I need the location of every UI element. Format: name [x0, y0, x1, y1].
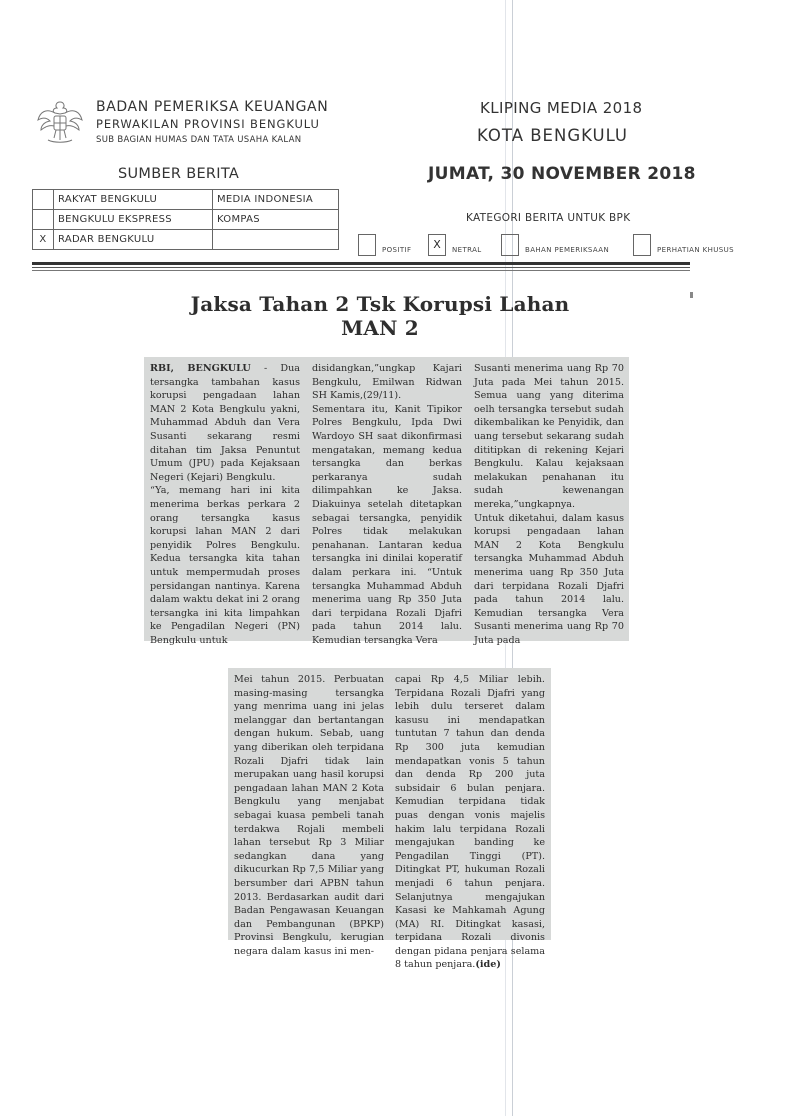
- org-name: BADAN PEMERIKSA KEUANGAN: [96, 99, 329, 115]
- article-column: [234, 673, 384, 958]
- date-title: JUMAT, 30 NOVEMBER 2018: [428, 164, 696, 184]
- header-divider: [32, 267, 690, 268]
- article-text: Mei tahun 2015. Perbuatan masing-masing tersangka yang menrima uang ini jelas melanggar dan bertantangan dengan hukum. Sebab, uang yang diberikan oleh terpidana Rozali Djafri tidak lain merupakan uang hasil korupsi pengadaan lahan MAN 2 Kota Bengkulu yang menjabat sebagai kuasa pembeli tanah terdakwa Rojali membeli lahan tersebut Rp 3 Miliar sedangkan dana yang dikucurkan Rp 7,5 Miliar yang bersumber dari APBN tahun 2013. Berdasarkan audit dari Badan Pengawasan Keuangan dan Pembangunan (BPKP) Provinsi Bengkulu, kerugian negara dalam kasus ini men-: [234, 674, 384, 957]
- source-table: [32, 189, 339, 250]
- source-name: KOMPAS: [213, 210, 339, 230]
- article-text: Susanti menerima uang Rp 70 Juta pada Mei tahun 2015. Semua uang yang diterima oelh tersangka tersebut sudah dikembalikan ke Penyidik, dan uang tersebut sekarang sudah dititipkan di rekening Kejari Bengkulu. Kalau kejaksaan melakukan penahanan itu sudah kewenangan mereka,”ungkapnya. Untuk diketahui, dalam kasus korupsi pengadaan lahan MAN 2 Kota Bengkulu tersangka Muhammad Abduh menerima uang Rp 350 Juta dari terpidana Rozali Djafri pada tahun 2014 lalu. Kemudian tersangka Vera Susanti menerima uang Rp 70 Juta pada: [474, 363, 624, 646]
- article-text: capai Rp 4,5 Miliar lebih. Terpidana Rozali Djafri yang lebih dulu terseret dalam kasusu ini mendapatkan tuntutan 7 tahun dan denda Rp 300 juta kemudian mendapatkan vonis 5 tahun dan denda Rp 200 juta subsidair 6 bulan penjara. Kemudian terpidana tidak puas dengan vonis majelis hakim lalu terpidana Rozali mengajukan banding ke Pengadilan Tinggi (PT). Ditingkat PT, hukuman Rozali menjadi 6 tahun penjara. Selanjutnya mengajukan Kasasi ke Mahkamah Agung (MA) RI. Ditingkat kasasi, terpidana Rozali divonis dengan pidana penjara selama 8 tahun penjara.: [395, 674, 545, 971]
- article-column: [312, 362, 462, 647]
- category-label: BAHAN PEMERIKSAAN: [525, 246, 610, 254]
- garuda-emblem-icon: [34, 94, 86, 146]
- source-name: MEDIA INDONESIA: [213, 190, 339, 210]
- category-checkbox: [633, 234, 651, 256]
- article-column: [395, 673, 545, 972]
- city-title: KOTA BENGKULU: [477, 126, 629, 145]
- article-clip-1: [144, 357, 629, 646]
- article-signoff: (ide): [475, 959, 501, 971]
- kliping-title: KLIPING MEDIA 2018: [480, 99, 643, 117]
- sumber-berita-title: SUMBER BERITA: [118, 166, 240, 182]
- category-positif: [358, 234, 411, 256]
- article-clip-2: [228, 668, 551, 971]
- article-dateline: RBI, BENGKULU: [150, 363, 251, 374]
- category-label: PERHATIAN KHUSUS: [657, 246, 734, 254]
- source-name: RADAR BENGKULU: [54, 230, 213, 250]
- category-checkbox: [358, 234, 376, 256]
- source-row: [33, 230, 339, 250]
- article-headline: Jaksa Tahan 2 Tsk Korupsi Lahan MAN 2: [190, 292, 570, 340]
- category-perhatian-khusus: [633, 234, 734, 256]
- source-row: [33, 190, 339, 210]
- article-column: [150, 362, 300, 647]
- category-checkbox: [501, 234, 519, 256]
- article-text: disidangkan,”ungkap Kajari Bengkulu, Emilwan Ridwan SH Kamis,(29/11). Sementara itu, Kanit Tipikor Polres Bengkulu, Ipda Dwi Wardoyo SH saat dikonfirmasi mengatakan, memang kedua tersangka dan berkas perkaranya sudah dilimpahkan ke Jaksa. Diakuinya setelah ditetapkan sebagai tersangka, penyidik Polres tidak melakukan penahanan. Lantaran kedua tersangka ini dinilai koperatif dalam perkara ini. “Untuk tersangka Muhammad Abduh menerima uang Rp 350 Juta dari terpidana Rozali Djafri pada tahun 2014 lalu. Kemudian tersangka Vera: [312, 363, 462, 646]
- header-divider: [32, 262, 690, 265]
- source-mark: [33, 210, 54, 230]
- category-checkbox: X: [428, 234, 446, 256]
- source-name: [213, 230, 339, 250]
- source-name: RAKYAT BENGKULU: [54, 190, 213, 210]
- header-divider: [32, 270, 690, 271]
- org-subtitle: PERWAKILAN PROVINSI BENGKULU: [96, 117, 320, 131]
- kategori-title: KATEGORI BERITA UNTUK BPK: [466, 212, 631, 224]
- category-label: POSITIF: [382, 246, 412, 254]
- article-column: [474, 362, 624, 647]
- scan-speck: [690, 292, 693, 298]
- category-netral: [428, 234, 482, 256]
- source-name: BENGKULU EKSPRESS: [54, 210, 213, 230]
- source-mark: X: [33, 230, 54, 250]
- category-label: NETRAL: [452, 246, 482, 254]
- source-mark: [33, 190, 54, 210]
- category-bahan-pemeriksaan: [501, 234, 609, 256]
- source-row: [33, 210, 339, 230]
- org-division: SUB BAGIAN HUMAS DAN TATA USAHA KALAN: [96, 135, 302, 145]
- article-text: - Dua tersangka tambahan kasus korupsi pengadaan lahan MAN 2 Kota Bengkulu yakni, Muhammad Abduh dan Vera Susanti sekarang resmi ditahan tim Jaksa Penuntut Umum (JPU) pada Kejaksaan Negeri (Kejari) Bengkulu. “Ya, memang hari ini kita menerima berkas perkara 2 orang tersangka kasus korupsi lahan MAN 2 dari penyidik Polres Bengkulu. Kedua tersangka kita tahan untuk mempermudah proses persidangan nantinya. Karena dalam waktu dekat ini 2 orang tersangka ini kita limpahkan ke Pengadilan Negeri (PN) Bengkulu untuk: [150, 363, 300, 646]
